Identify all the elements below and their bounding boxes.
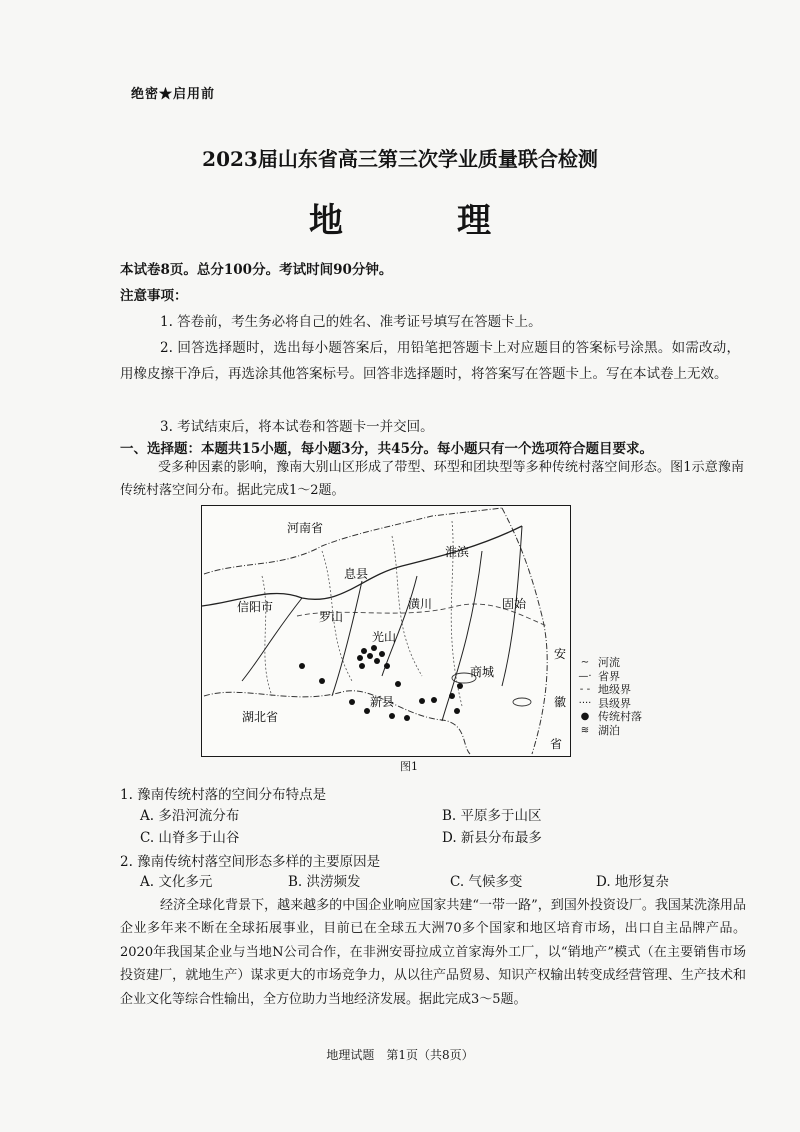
county-border-icon: ···· (578, 697, 592, 709)
option-c: C. 山脊多于山谷 (140, 830, 240, 846)
exam-summary: 本试卷8页。总分100分。考试时间90分钟。 (120, 262, 393, 278)
label-gushi: 固始 (502, 597, 527, 611)
village-dot (431, 697, 437, 703)
label-luoshan: 罗山 (319, 610, 344, 624)
province-border (502, 508, 547, 754)
lake (513, 698, 531, 706)
village-distribution-map (201, 505, 571, 757)
confidential-mark: 绝密★启用前 (131, 87, 216, 102)
river (442, 551, 482, 721)
river-icon: ∼ (580, 657, 590, 668)
village-dot (374, 658, 380, 664)
label-xinxian: 新县 (370, 695, 395, 709)
label-hubei: 湖北省 (242, 710, 279, 724)
label-anhui-3: 省 (550, 737, 563, 751)
label-xinyang: 信阳市 (237, 600, 274, 614)
village-dot (361, 648, 367, 654)
legend-item: ≋ 湖泊 (576, 724, 642, 738)
label-xixian: 息县 (344, 567, 369, 581)
river (202, 526, 522, 606)
notice-item-1: 1. 答卷前，考生务必将自己的姓名、准考证号填写在答题卡上。 (160, 314, 542, 330)
question-stem: 2. 豫南传统村落空间形态多样的主要原因是 (120, 854, 381, 870)
village-dot-icon: ● (580, 711, 590, 722)
label-shangcheng: 商城 (470, 665, 495, 679)
question-stem: 1. 豫南传统村落的空间分布特点是 (120, 787, 327, 803)
notice-item-2: 2. 回答选择题时，选出每小题答案后，用铅笔把答题卡上对应题目的答案标号涂黑。如需改动，用橡皮擦干净后，再选涂其他答案标号。回答非选择题时，将答案写在答题卡上。写在本试卷上无效。 (120, 340, 740, 382)
village-dot (457, 683, 463, 689)
village-dot (359, 663, 365, 669)
village-dot (349, 699, 355, 705)
question-1 (120, 782, 542, 846)
village-dot (371, 645, 377, 651)
village-dot (419, 698, 425, 704)
section-title: 一、选择题：本题共15小题，每小题3分，共45分。每小题只有一个选项符合题目要求。 (120, 441, 653, 457)
figure-caption: 图1 (400, 760, 418, 773)
province-border (204, 508, 502, 574)
label-guangshan: 光山 (372, 630, 397, 644)
village-dot (395, 681, 401, 687)
village-dot (379, 651, 385, 657)
village-dot (454, 708, 460, 714)
city-border-icon: - - (579, 684, 591, 695)
village-dot (299, 663, 305, 669)
option-a: A. 多沿河流分布 (140, 808, 240, 824)
map-canvas (202, 506, 570, 756)
option-d: D. 地形复杂 (596, 874, 669, 890)
option-b: B. 洪涝频发 (288, 874, 361, 890)
lake-icon: ≋ (580, 724, 590, 736)
village-dot (357, 655, 363, 661)
label-anhui-1: 安 (554, 647, 567, 661)
legend-item: ● 传统村落 (576, 710, 642, 724)
question-2 (120, 849, 669, 890)
option-b: B. 平原多于山区 (442, 808, 542, 824)
village-dot (404, 715, 410, 721)
notice-heading: 注意事项： (120, 288, 188, 304)
option-a: A. 文化多元 (140, 874, 213, 890)
label-huaibin: 淮滨 (445, 545, 470, 559)
village-dot (367, 653, 373, 659)
page-footer: 地理试题 第1页（共8页） (326, 1048, 474, 1062)
village-dot (384, 663, 390, 669)
exam-title: 2023届山东省高三第三次学业质量联合检测 (202, 147, 598, 171)
legend-item: - - 地级界 (576, 683, 642, 697)
legend-item: ∼ 河流 (576, 656, 642, 670)
village-dot (389, 713, 395, 719)
subject-title: 地 理 (309, 201, 531, 241)
village-dot (449, 693, 455, 699)
map-legend (576, 656, 642, 737)
village-dot (319, 678, 325, 684)
province-border-icon: —· (578, 670, 592, 682)
option-d: D. 新县分布最多 (442, 830, 542, 846)
legend-item: ···· 县级界 (576, 697, 642, 711)
village-dots (299, 645, 463, 721)
label-anhui-2: 徽 (554, 695, 567, 709)
river (382, 576, 417, 676)
reading-passage: 经济全球化背景下，越来越多的中国企业响应国家共建“一带一路”，到国外投资设厂。我国某洗涤用品企业多年来不断在全球拓展事业，目前已在全球五大洲70多个国家和地区培育市场，出口自主品牌产品。2020年我国某企业与当地N公司合作，在非洲安哥拉成立首家海外工厂，以“销地产”模式（在主要销售市场投资建厂，就地生产）谋求更大的市场竞争力，从以往产品贸易、知识产权输出转变成经营管理、生产技术和企业文化等综合性输出，全方位助力当地经济发展。据此完成3～5题。 (120, 898, 746, 1007)
notice-item-3: 3. 考试结束后，将本试卷和答题卡一并交回。 (160, 419, 434, 435)
legend-item: —· 省界 (576, 670, 642, 684)
option-c: C. 气候多变 (450, 874, 523, 890)
section-intro: 受多种因素的影响，豫南大别山区形成了带型、环型和团块型等多种传统村落空间形态。图1示意豫南传统村落空间分布。据此完成1～2题。 (120, 460, 744, 498)
label-henan: 河南省 (287, 521, 324, 535)
label-huangchuan: 潢川 (408, 597, 433, 611)
